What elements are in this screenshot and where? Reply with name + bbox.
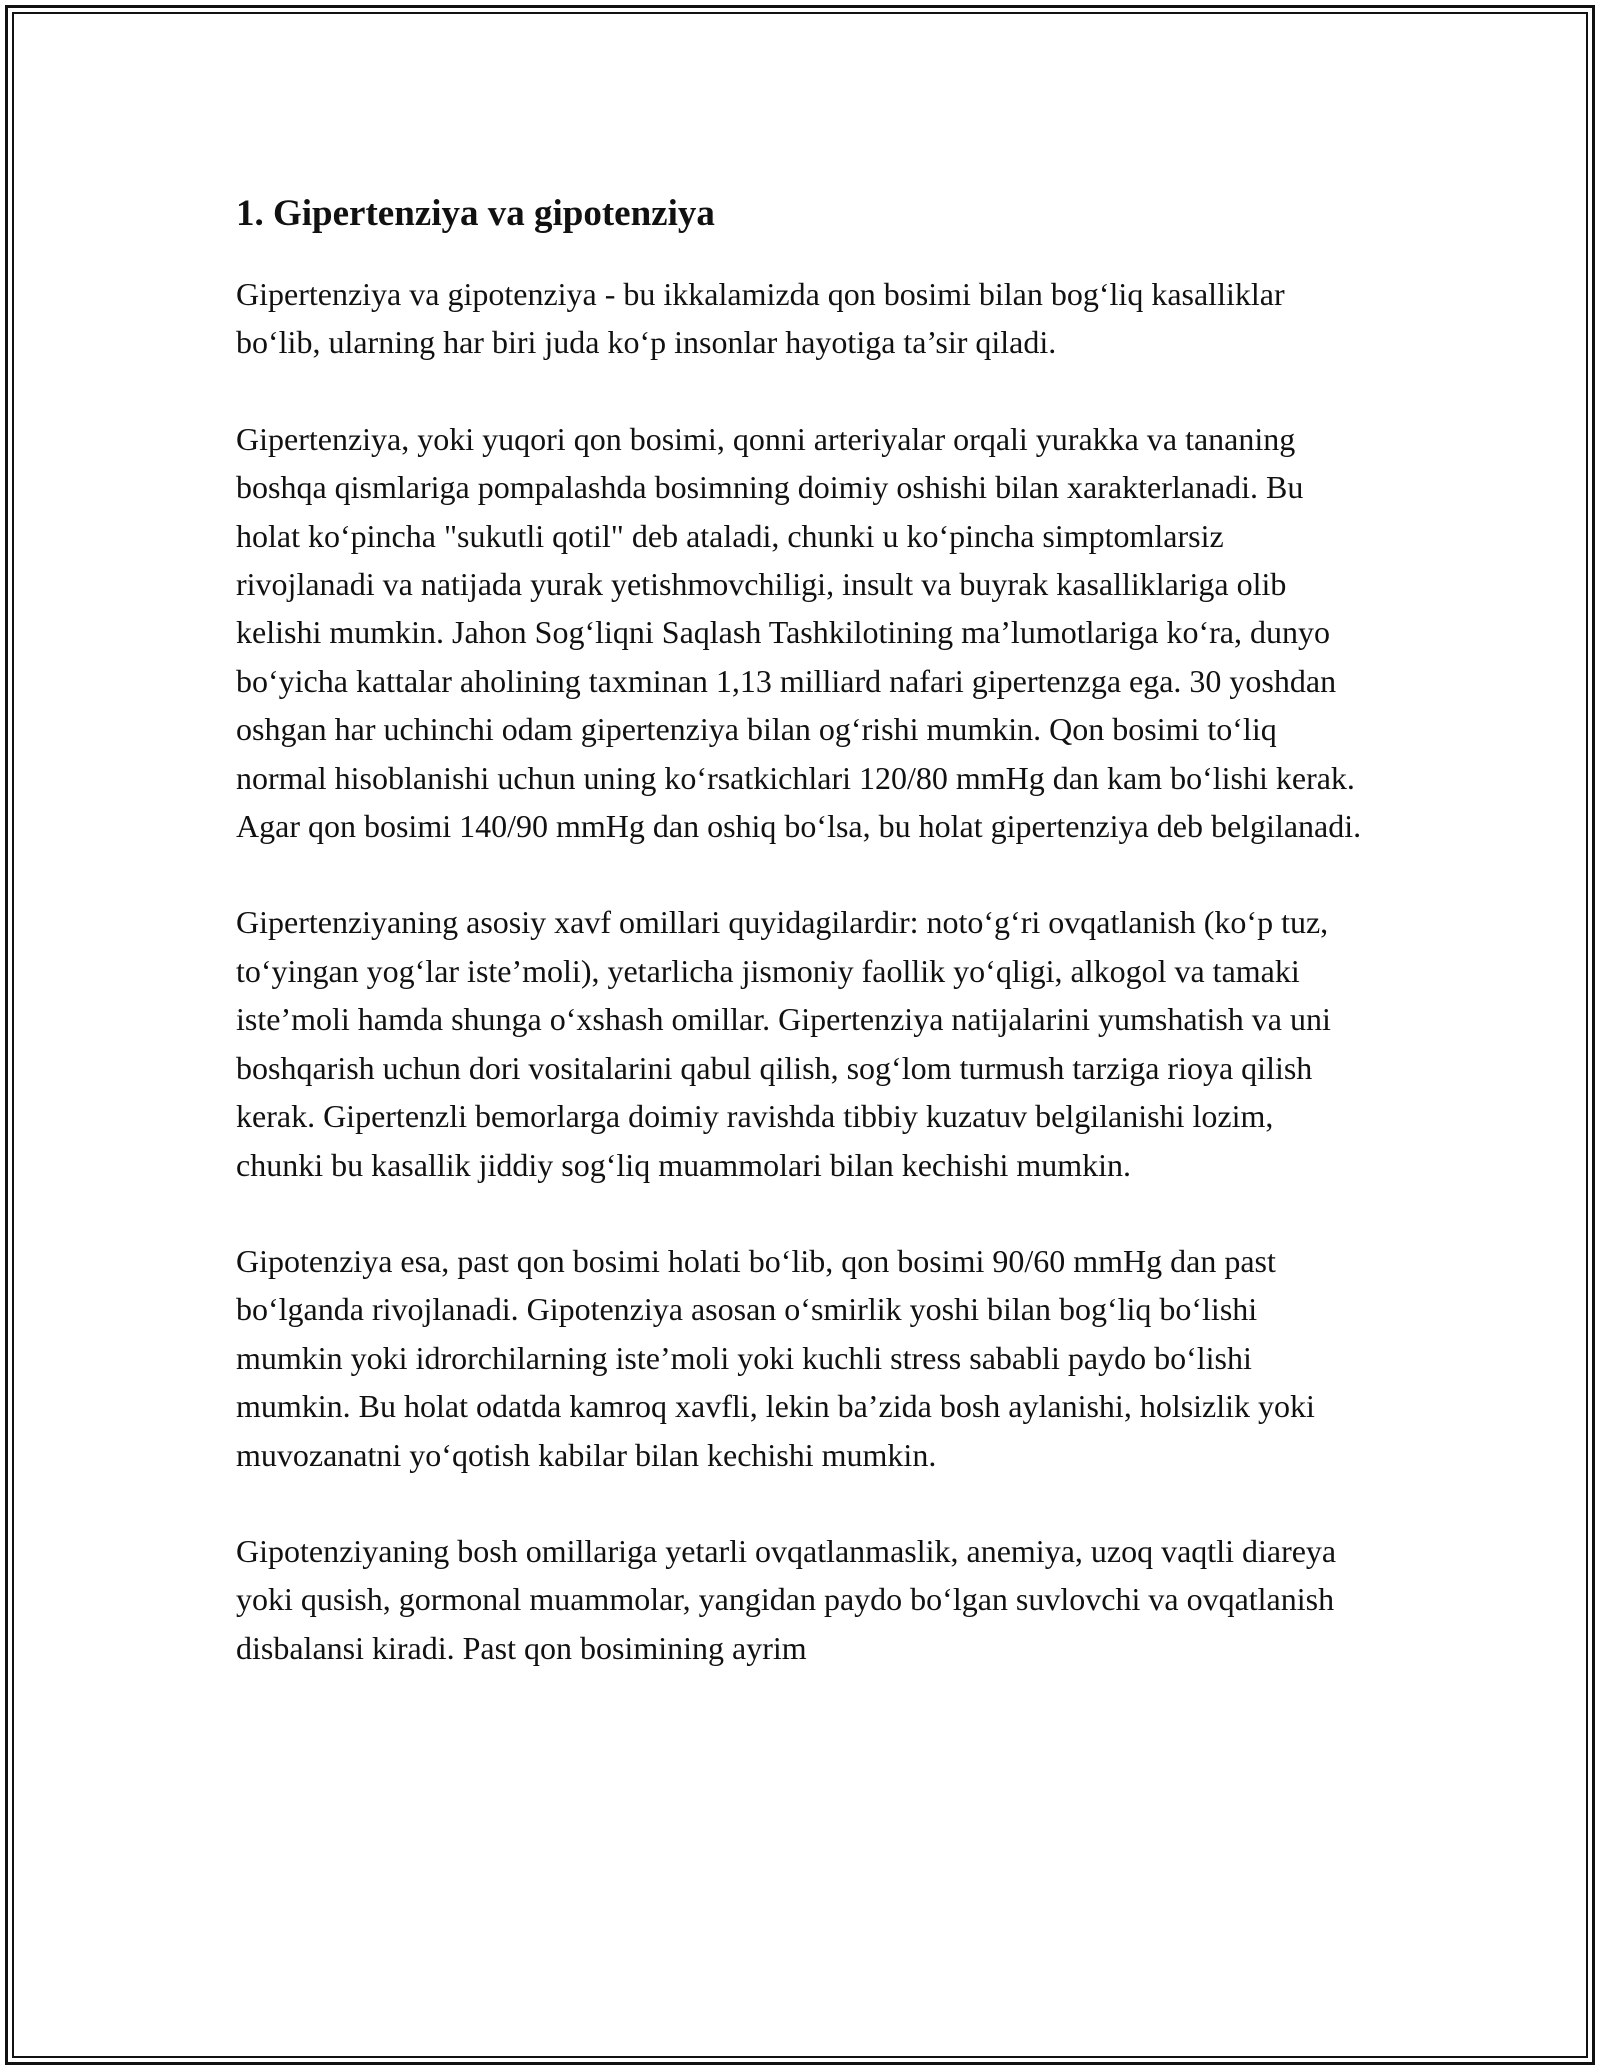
paragraph-hypotension-causes: Gipotenziyaning bosh omillariga yetarli ovqatlanmaslik, anemiya, uzoq vaqtli diareya yoki qusish, gormonal muammolar, yangidan paydo bo‘lgan suvlovchi va ovqatlanish disbalansi kiradi. Past qon bosimining ayrim xyxy=(236,1532,1337,1666)
document-body xyxy=(236,190,1366,1720)
paragraph-hypertension-definition: Gipertenziya, yoki yuqori qon bosimi, qonni arteriyalar orqali yurakka va tananing boshqa qismlariga pompalashda bosimning doimiy oshishi bilan xarakterlanadi. Bu holat ko‘pincha "sukutli qotil" deb ataladi, chunki u ko‘pincha simptomlarsiz rivojlanadi va natijada yurak yetishmovchiligi, insult va buyrak kasalliklariga olib kelishi mumkin. Jahon Sog‘liqni Saqlash Tashkilotining ma’lumotlariga ko‘ra, dunyo bo‘yicha kattalar aholining taxminan 1,13 milliard nafari gipertenzga ega. 30 yoshdan oshgan har uchinchi odam gipertenziya bilan og‘rishi mumkin. Qon bosimi to‘liq normal hisoblanishi uchun uning ko‘rsatkichlari 120/80 mmHg dan kam bo‘lishi kerak. Agar qon bosimi 140/90 mmHg dan oshiq bo‘lsa, bu holat gipertenziya deb belgilanadi. xyxy=(236,420,1362,845)
paragraph-hypotension-definition: Gipotenziya esa, past qon bosimi holati bo‘lib, qon bosimi 90/60 mmHg dan past bo‘lganda rivojlanadi. Gipotenziya asosan o‘smirlik yoshi bilan bog‘liq bo‘lishi mumkin yoki idrorchilarning iste’moli yoki kuchli stress sababli paydo bo‘lishi mumkin. Bu holat odatda kamroq xavfli, lekin ba’zida bosh aylanishi, holsizlik yoki muvozanatni yo‘qotish kabilar bilan kechishi mumkin. xyxy=(236,1242,1315,1473)
section-heading: 1. Gipertenziya va gipotenziya xyxy=(236,193,715,234)
paragraph-intro: Gipertenziya va gipotenziya - bu ikkalamizda qon bosimi bilan bog‘liq kasalliklar bo‘lib, ularning har biri juda ko‘p insonlar hayotiga ta’sir qiladi. xyxy=(236,276,1285,361)
paragraph-hypertension-risk-factors: Gipertenziyaning asosiy xavf omillari quyidagilardir: noto‘g‘ri ovqatlanish (ko‘p tuz, to‘yingan yog‘lar iste’moli), yetarlicha jismoniy faollik yo‘qligi, alkogol va tamaki iste’moli hamda shunga o‘xshash omillar. Gipertenziya natijalarini yumshatish va uni boshqarish uchun dori vositalarini qabul qilish, sog‘lom turmush tarziga rioya qilish kerak. Gipertenzli bemorlarga doimiy ravishda tibbiy kuzatuv belgilanishi lozim, chunki bu kasallik jiddiy sog‘liq muammolari bilan kechishi mumkin. xyxy=(236,904,1331,1183)
